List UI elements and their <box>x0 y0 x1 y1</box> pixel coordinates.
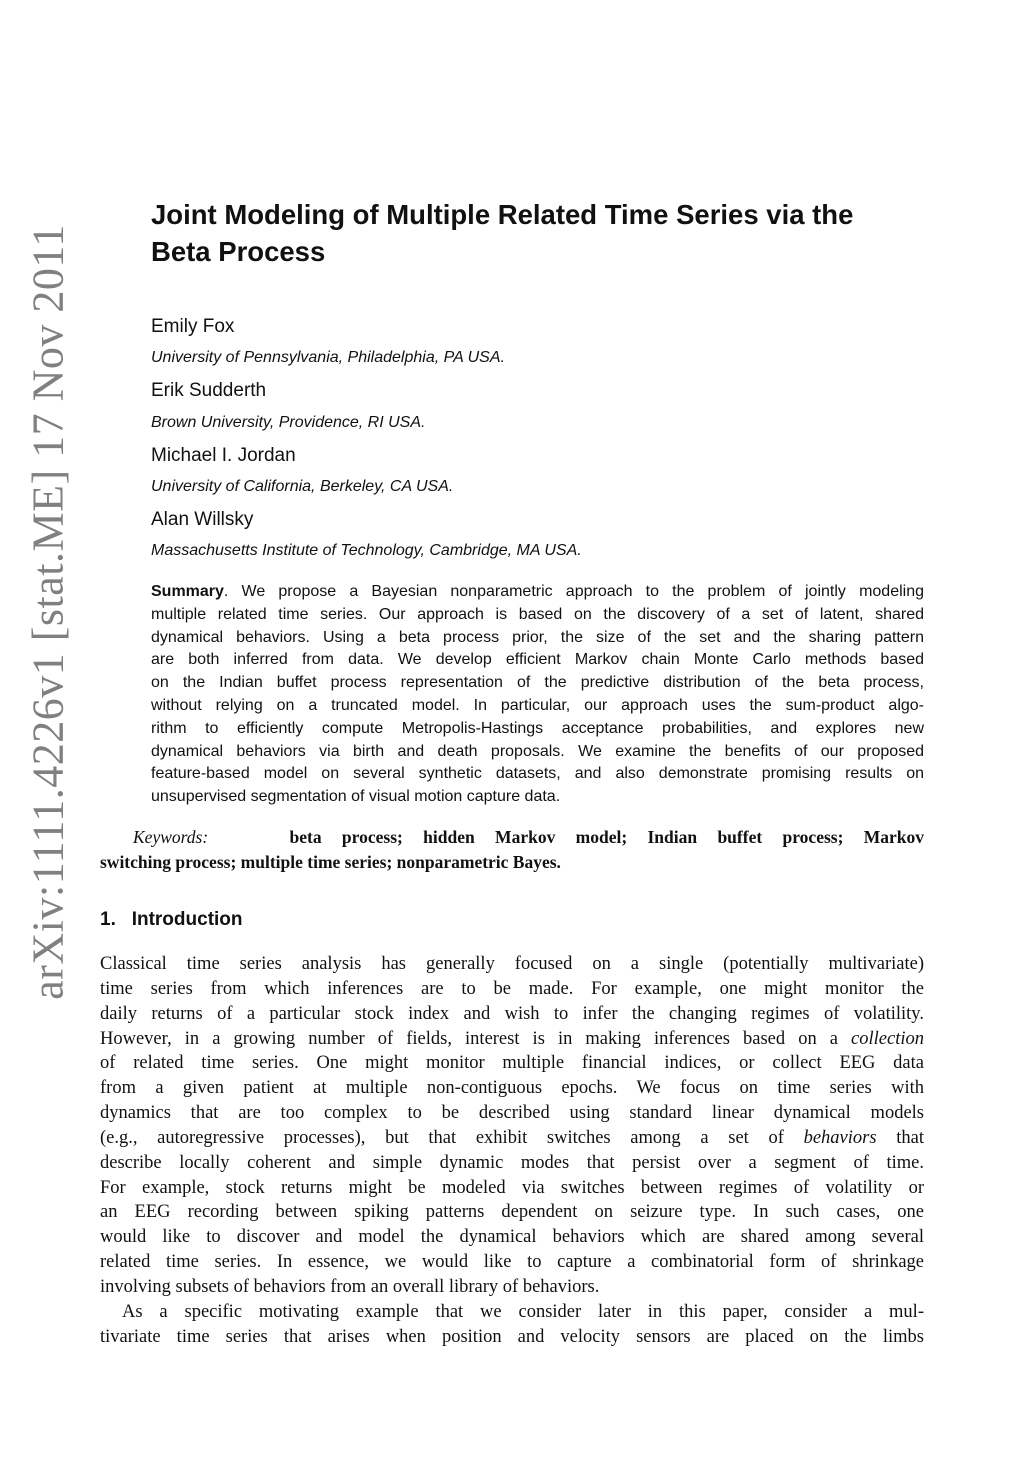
author-affiliation: University of California, Berkeley, CA USA. <box>151 478 454 495</box>
author-name: Emily Fox <box>151 316 235 337</box>
paragraph: Classical time series analysis has generally focused on a single (potentially multivariate) time series from which inferences are to be made. For example, one might monitor the daily returns of a particular stock index and wish to infer the changing regimes of volatility. However, in a growing number of fields, interest is in making inferences based on a collection of related time series. One might monitor multiple financial indices, or collect EEG data from a given patient at multiple non-contiguous epochs. We focus on time series with dynamics that are too complex to be described using standard linear dynamical models (e.g., autoregressive processes), but that exhibit switches among a set of behaviors that describe locally coherent and simple dynamic modes that persist over a segment of time. For example, stock returns might be modeled via switches between regimes of volatility or an EEG recording between spiking patterns dependent on seizure type. In such cases, one would like to discover and model the dynamical behaviors which are shared among several related time series. In essence, we would like to capture a combinatorial form of shrinkage involving subsets of behaviors from an overall library of behaviors. <box>100 954 924 1297</box>
section-heading: 1. Introduction <box>100 909 243 930</box>
body-text <box>100 952 924 1350</box>
author-affiliation: Brown University, Providence, RI USA. <box>151 414 426 431</box>
author-name: Erik Sudderth <box>151 380 267 401</box>
paragraph: As a specific motivating example that we consider later in this paper, consider a mul- tivariate time series that arises when position and velocity sensors are placed on the limbs <box>100 1301 924 1347</box>
author-affiliation: Massachusetts Institute of Technology, Cambridge, MA USA. <box>151 542 582 559</box>
author-name: Michael I. Jordan <box>151 445 296 466</box>
summary-abstract: Summary. We propose a Bayesian nonparametric approach to the problem of jointly modeling multiple related time series. Our approach is based on the discovery of a set of latent, shared dynamical behaviors. Using a beta process prior, the size of the set and the sharing pattern are both inferred from data. We develop efficient Markov chain Monte Carlo methods based on the Indian buffet process representation of the predictive distribution of the beta process, without relying on a truncated model. In particular, our approach uses the sum-product algo- rithm to efficiently compute Metropolis-Hastings acceptance probabilities, and explores new dynamical behaviors via birth and death proposals. We examine the benefits of our proposed feature-based model on several synthetic datasets, and also demonstrate promising results on unsupervised segmentation of visual motion capture data. <box>151 583 924 806</box>
author-name: Alan Willsky <box>151 509 254 530</box>
author-affiliation: University of Pennsylvania, Philadelphia, PA USA. <box>151 349 505 366</box>
summary-label: Summary <box>151 583 224 600</box>
keywords: Keywords: beta process; hidden Markov model; Indian buffet process; Markov switching process; multiple time series; nonparametric Bayes. <box>100 827 925 872</box>
paper-title: Joint Modeling of Multiple Related Time Series via the Beta Process <box>151 199 854 267</box>
